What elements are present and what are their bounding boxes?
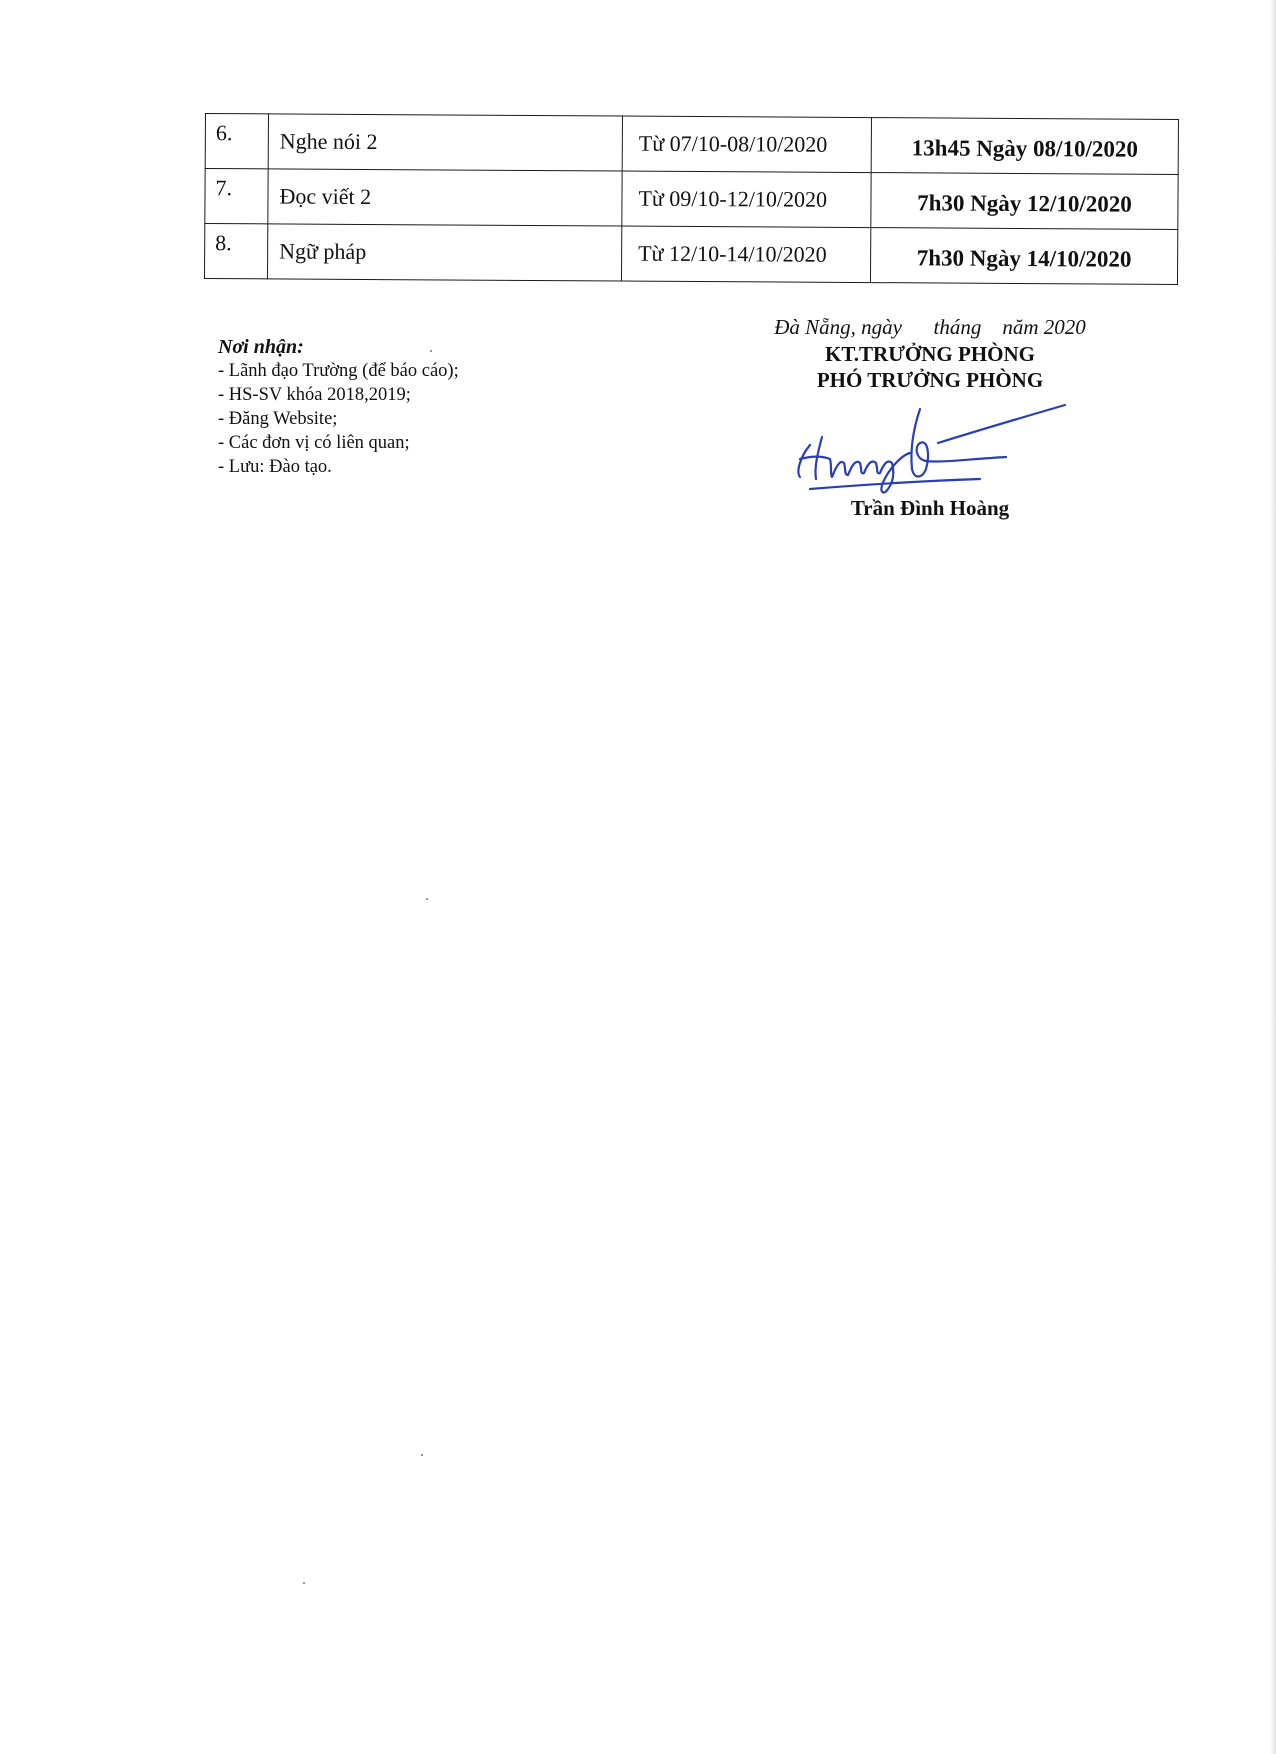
recipient-item: - Các đơn vị có liên quan; — [218, 433, 410, 453]
recipient-item: - Lưu: Đào tạo. — [218, 457, 332, 477]
signature-strokes — [798, 405, 1065, 492]
recipient-item: - HS-SV khóa 2018,2019; — [218, 385, 411, 405]
exam-time: 13h45 Ngày 08/10/2020 — [871, 118, 1178, 175]
page-edge — [1270, 0, 1276, 1754]
study-period: Từ 09/10-12/10/2020 — [622, 171, 871, 228]
recipients-block — [218, 335, 459, 479]
recipient-item: - Lãnh đạo Trường (để báo cáo); — [218, 361, 459, 381]
subject-name: Ngữ pháp — [267, 224, 621, 281]
table-row — [205, 169, 1178, 230]
signer-position: KT.TRƯỞNG PHÒNG — [825, 342, 1035, 366]
scan-speck — [303, 1582, 305, 1584]
scan-speck — [430, 350, 432, 352]
row-number: 6. — [205, 114, 268, 169]
subject-name: Đọc viết 2 — [268, 169, 622, 226]
table-row — [204, 224, 1177, 285]
exam-time: 7h30 Ngày 14/10/2020 — [870, 228, 1177, 285]
exam-time: 7h30 Ngày 12/10/2020 — [871, 173, 1178, 230]
schedule-table — [204, 113, 1179, 285]
signature-block — [720, 313, 1140, 521]
signer-name: Trần Đình Hoàng — [850, 496, 1010, 520]
study-period: Từ 12/10-14/10/2020 — [621, 226, 870, 283]
subject-name: Nghe nói 2 — [268, 114, 622, 171]
table-row — [205, 114, 1178, 175]
signer-sub-position: PHÓ TRƯỞNG PHÒNG — [816, 368, 1044, 392]
row-number: 8. — [204, 224, 267, 279]
recipients-title: Nơi nhận: — [218, 336, 304, 358]
recipient-item: - Đăng Website; — [218, 409, 338, 429]
row-number: 7. — [205, 169, 268, 224]
scan-speck — [426, 898, 428, 900]
place-date: Đà Nẵng, ngày tháng năm 2020 — [774, 315, 1086, 339]
scan-speck — [421, 1454, 423, 1456]
study-period: Từ 07/10-08/10/2020 — [622, 116, 871, 173]
handwritten-signature — [770, 397, 1090, 507]
